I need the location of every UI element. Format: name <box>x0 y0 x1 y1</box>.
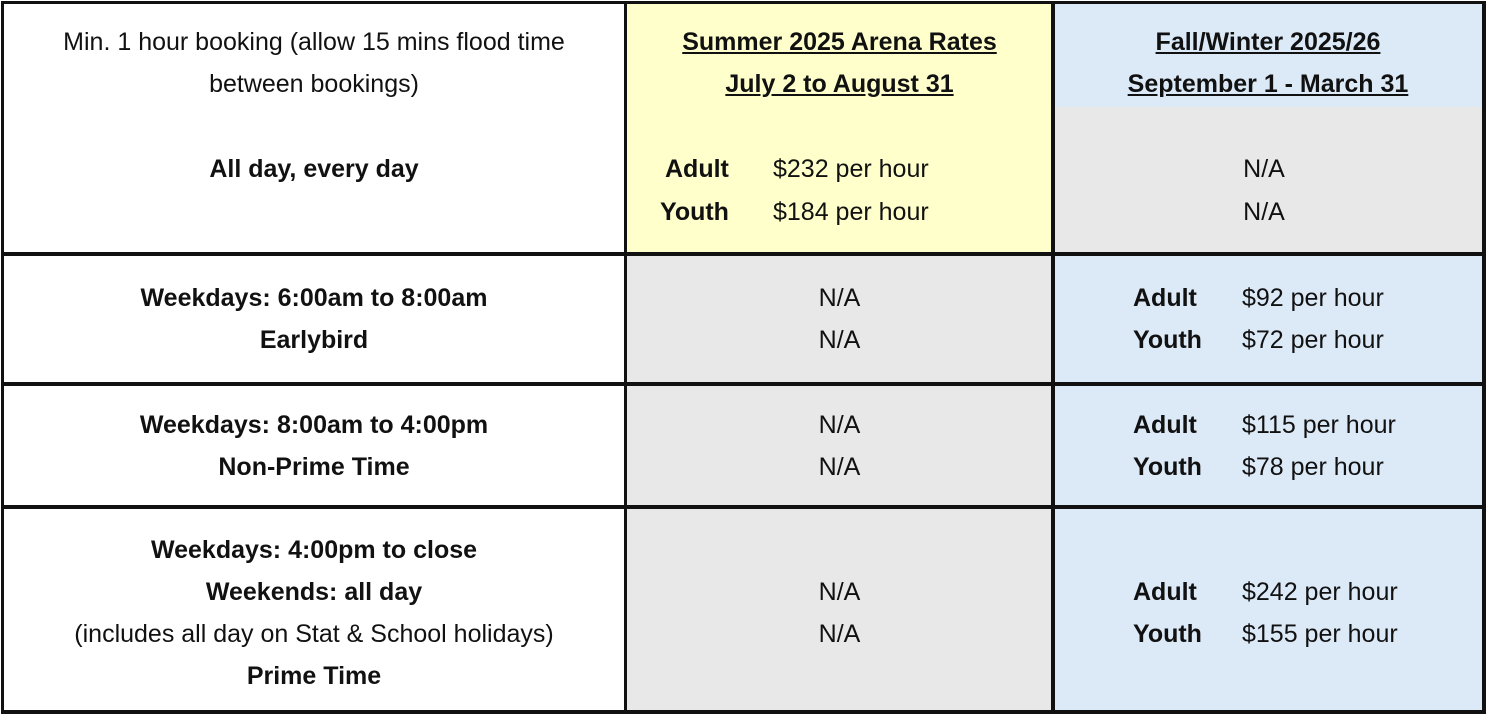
row4-summer-adult: N/A <box>818 578 861 606</box>
row4-label-line2: Weekends: all day <box>205 578 423 606</box>
column-divider-2 <box>1051 1 1055 714</box>
row-divider-3 <box>1 505 1486 509</box>
row3-fall-adult-label: Adult <box>1133 411 1197 439</box>
row4-label-line3: (includes all day on Stat & School holidays) <box>74 620 554 648</box>
fall-dates: September 1 - March 31 <box>1127 70 1409 98</box>
row3-label-line1: Weekdays: 8:00am to 4:00pm <box>139 411 489 439</box>
row1-fall-adult: N/A <box>1243 155 1285 183</box>
fall-row3-cell <box>1054 386 1482 506</box>
border-bottom <box>1 710 1486 714</box>
row4-fall-adult-label: Adult <box>1133 578 1197 606</box>
row4-summer-youth: N/A <box>818 620 861 648</box>
row4-label-line4: Prime Time <box>246 662 382 690</box>
summer-row4-cell <box>627 509 1052 711</box>
row4-fall-adult-rate: $242 per hour <box>1242 578 1398 606</box>
row3-summer-youth: N/A <box>818 453 861 481</box>
booking-note-line1: Min. 1 hour booking (allow 15 mins flood time <box>63 28 565 56</box>
row1-summer-adult-rate: $232 per hour <box>773 155 929 183</box>
row1-summer-youth-rate: $184 per hour <box>773 198 929 226</box>
row2-summer-adult: N/A <box>818 284 861 312</box>
border-left <box>1 1 4 714</box>
row2-summer-youth: N/A <box>818 326 861 354</box>
row2-label-line2: Earlybird <box>259 326 369 354</box>
fall-title: Fall/Winter 2025/26 <box>1155 28 1381 56</box>
row3-summer-adult: N/A <box>818 411 861 439</box>
row4-fall-youth-label: Youth <box>1133 620 1202 648</box>
border-right <box>1482 1 1486 714</box>
row1-fall-youth: N/A <box>1243 198 1285 226</box>
column-divider-1 <box>624 1 627 714</box>
row3-fall-youth-rate: $78 per hour <box>1242 453 1384 481</box>
row2-label-line1: Weekdays: 6:00am to 8:00am <box>140 284 488 312</box>
summer-row2-cell <box>627 256 1052 383</box>
row1-summer-adult-label: Adult <box>665 155 729 183</box>
row4-fall-youth-rate: $155 per hour <box>1242 620 1398 648</box>
row2-fall-adult-rate: $92 per hour <box>1242 284 1384 312</box>
row3-label-line2: Non-Prime Time <box>218 453 410 481</box>
row-divider-2 <box>1 382 1486 386</box>
row2-fall-adult-label: Adult <box>1133 284 1197 312</box>
row3-fall-adult-rate: $115 per hour <box>1242 411 1396 439</box>
row4-label-line1: Weekdays: 4:00pm to close <box>150 536 478 564</box>
row2-fall-youth-label: Youth <box>1133 326 1202 354</box>
row3-fall-youth-label: Youth <box>1133 453 1202 481</box>
fall-row2-cell <box>1054 256 1482 383</box>
border-top <box>1 1 1486 4</box>
row1-label: All day, every day <box>209 155 419 183</box>
row-divider-1 <box>1 252 1486 256</box>
fall-row4-cell <box>1054 509 1482 711</box>
booking-note-line2: between bookings) <box>209 70 419 98</box>
row1-summer-youth-label: Youth <box>660 198 729 226</box>
row2-fall-youth-rate: $72 per hour <box>1242 326 1384 354</box>
summer-dates: July 2 to August 31 <box>725 70 954 98</box>
summer-row3-cell <box>627 386 1052 506</box>
summer-title: Summer 2025 Arena Rates <box>682 28 997 56</box>
